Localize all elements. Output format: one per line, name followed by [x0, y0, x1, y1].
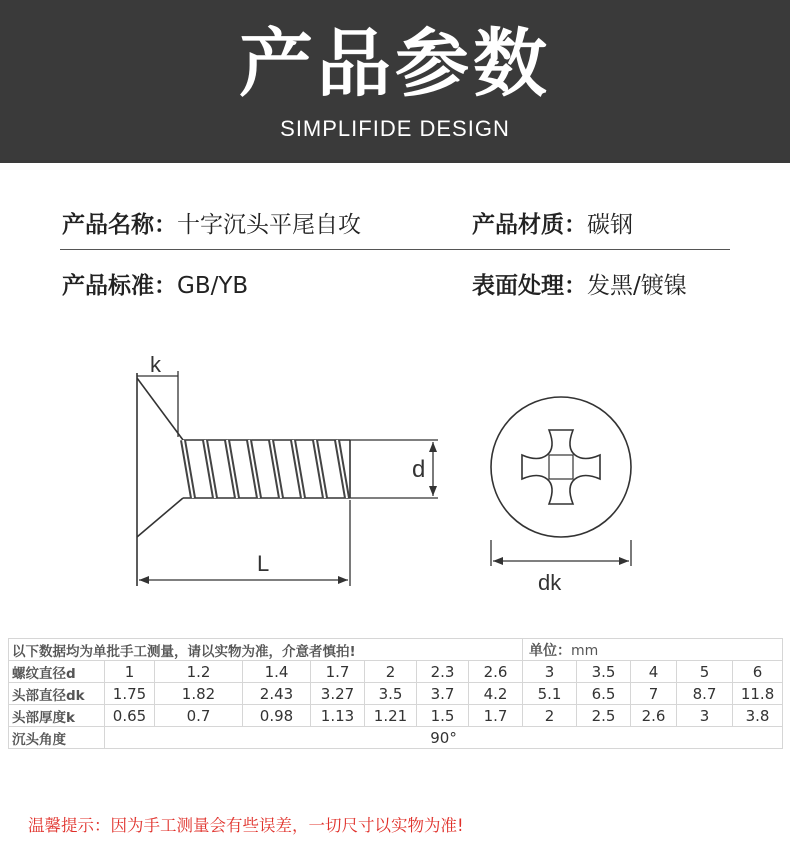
cell: 1.75 — [105, 683, 155, 705]
row-label: 螺纹直径d — [9, 661, 105, 683]
warning-note: 温馨提示：因为手工测量会有些误差，一切尺寸以实物为准! — [28, 816, 464, 835]
angle-value: 90° — [105, 727, 783, 749]
spec-note: 以下数据均为单批手工测量，请以实物为准，介意者慎拍! — [9, 639, 523, 661]
cell: 6 — [733, 661, 783, 683]
cell: 11.8 — [733, 683, 783, 705]
dimension-arrows — [139, 442, 437, 584]
cell: 3.7 — [417, 683, 469, 705]
cell: 8.7 — [677, 683, 733, 705]
product-name-label: 产品名称： — [62, 212, 177, 238]
row-label: 头部直径dk — [9, 683, 105, 705]
cell: 1.7 — [311, 661, 365, 683]
product-material-value: 碳钢 — [587, 212, 633, 238]
cell: 1.4 — [243, 661, 311, 683]
cell: 1.5 — [417, 705, 469, 727]
product-material — [472, 206, 633, 239]
product-standard-value: GB/YB — [177, 273, 249, 299]
table-row — [9, 661, 783, 683]
d-label: d — [412, 456, 426, 483]
cell: 2 — [365, 661, 417, 683]
product-surface — [472, 267, 687, 300]
angle-label: 沉头角度 — [9, 727, 105, 749]
L-label: L — [257, 551, 270, 576]
spec-table — [8, 638, 782, 749]
cell: 5 — [677, 661, 733, 683]
screw-top-view — [491, 397, 631, 566]
cell: 3 — [677, 705, 733, 727]
table-row — [9, 705, 783, 727]
product-material-label: 产品材质： — [472, 212, 587, 238]
product-name — [62, 206, 361, 239]
phillips-cross-icon — [522, 430, 600, 504]
spec-unit: 单位：mm — [523, 639, 783, 661]
cell: 3 — [523, 661, 577, 683]
row-label: 头部厚度k — [9, 705, 105, 727]
cell: 2 — [523, 705, 577, 727]
screw-side-view — [137, 371, 438, 586]
page-title: 产品参数 — [239, 21, 551, 107]
dk-label: dk — [538, 570, 562, 595]
cell: 2.6 — [469, 661, 523, 683]
header-banner — [0, 0, 790, 163]
page-subtitle: SIMPLIFIDE DESIGN — [280, 116, 510, 141]
cell: 6.5 — [577, 683, 631, 705]
cell: 0.65 — [105, 705, 155, 727]
cell: 7 — [631, 683, 677, 705]
cell: 2.5 — [577, 705, 631, 727]
cell: 1.21 — [365, 705, 417, 727]
cell: 2.6 — [631, 705, 677, 727]
product-surface-value: 发黑/镀镍 — [587, 273, 687, 299]
cell: 3.27 — [311, 683, 365, 705]
cell: 0.7 — [155, 705, 243, 727]
cell: 1.7 — [469, 705, 523, 727]
cell: 3.8 — [733, 705, 783, 727]
cell: 5.1 — [523, 683, 577, 705]
cell: 3.5 — [365, 683, 417, 705]
cell: 0.98 — [243, 705, 311, 727]
k-label: k — [150, 352, 161, 377]
product-standard — [62, 267, 248, 300]
cell: 4.2 — [469, 683, 523, 705]
cell: 3.5 — [577, 661, 631, 683]
product-surface-label: 表面处理： — [472, 273, 587, 299]
table-row — [9, 727, 783, 749]
cell: 2.3 — [417, 661, 469, 683]
spec-note-row — [9, 639, 783, 661]
table-row — [9, 683, 783, 705]
cell: 1 — [105, 661, 155, 683]
screw-diagram — [0, 330, 790, 610]
cell: 2.43 — [243, 683, 311, 705]
cell: 1.82 — [155, 683, 243, 705]
head-outline — [491, 397, 631, 537]
cell: 4 — [631, 661, 677, 683]
cell: 1.13 — [311, 705, 365, 727]
cell: 1.2 — [155, 661, 243, 683]
product-name-value: 十字沉头平尾自攻 — [177, 212, 361, 238]
info-divider — [60, 249, 730, 250]
product-standard-label: 产品标准： — [62, 273, 177, 299]
